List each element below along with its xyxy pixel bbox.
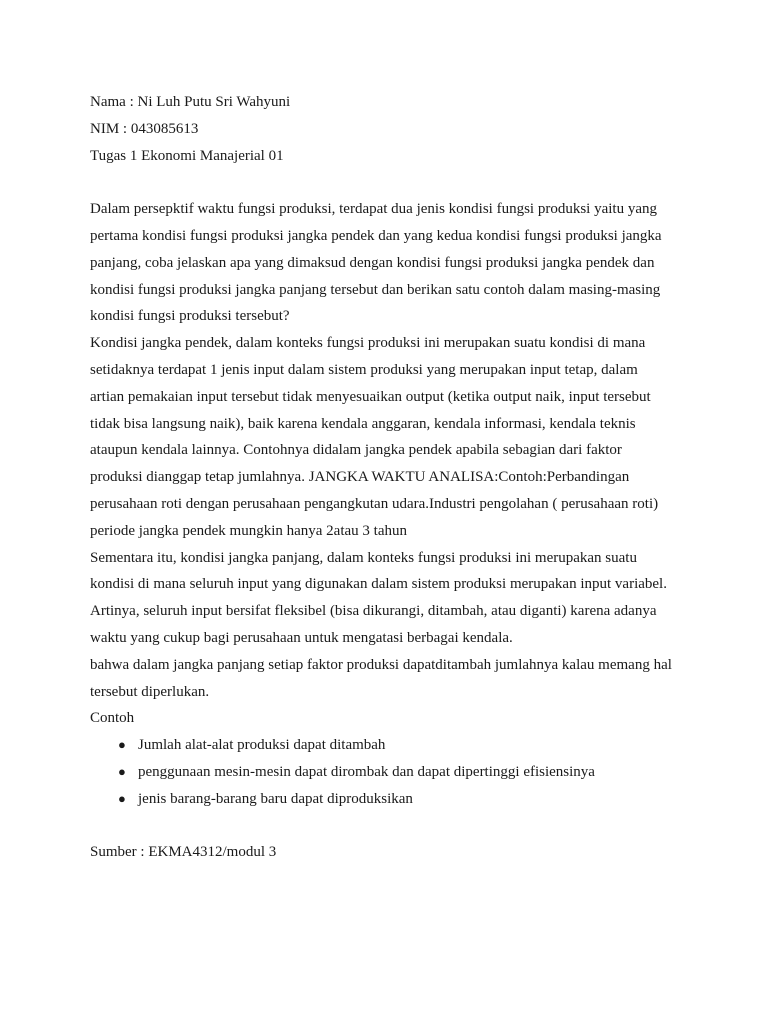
question-line: panjang, coba jelaskan apa yang dimaksud dengan kondisi fungsi produksi jangka pendek dan (90, 254, 655, 271)
bullet-icon: ● (118, 763, 126, 779)
example-list (90, 732, 690, 812)
question-line: Dalam persepktif waktu fungsi produksi, terdapat dua jenis kondisi fungsi produksi yaitu yang (90, 201, 657, 218)
short-run-paragraph (90, 330, 690, 544)
long-run-line: Artinya, seluruh input bersifat fleksibel (bisa dikurangi, ditambah, atau diganti) karena adanya (90, 603, 657, 620)
short-run-line: tidak bisa langsung naik), baik karena kendala anggaran, kendala informasi, kendala teknis (90, 415, 636, 432)
student-name: Nama : Ni Luh Putu Sri Wahyuni (90, 94, 291, 110)
list-item (118, 732, 690, 759)
source-reference: Sumber : EKMA4312/modul 3 (90, 844, 277, 861)
long-run-line: tersebut diperlukan. (90, 683, 210, 700)
short-run-line: ataupun kendala lainnya. Contohnya didalam jangka pendek apabila sebagian dari faktor (90, 442, 622, 459)
short-run-line: perusahaan roti dengan perusahaan pengangkutan udara.Industri pengolahan ( perusahaan roti) (90, 495, 659, 512)
short-run-line: setidaknya terdapat 1 jenis input dalam sistem produksi yang merupakan input tetap, dalam (90, 361, 638, 378)
list-item-text: penggunaan mesin-mesin dapat dirombak dan dapat dipertinggi efisiensinya (138, 763, 595, 780)
long-run-line: Sementara itu, kondisi jangka panjang, dalam konteks fungsi produksi ini merupakan suatu (90, 549, 637, 566)
long-run-line: bahwa dalam jangka panjang setiap faktor produksi dapatditambah jumlahnya kalau memang hal (90, 656, 672, 673)
short-run-line: produksi dianggap tetap jumlahnya. JANGKA WAKTU ANALISA:Contoh:Perbandingan (90, 469, 630, 486)
bullet-icon: ● (118, 737, 126, 753)
list-item-text: Jumlah alat-alat produksi dapat ditambah (138, 737, 386, 754)
student-nim: NIM : 043085613 (90, 120, 199, 137)
question-line: pertama kondisi fungsi produksi jangka pendek dan yang kedua kondisi fungsi produksi jangka (90, 227, 662, 244)
long-run-line: waktu yang cukup bagi perusahaan untuk mengatasi berbagai kendala. (90, 629, 513, 646)
blank-line (90, 813, 690, 840)
document-body (90, 89, 690, 866)
question-line: kondisi fungsi produksi jangka panjang tersebut dan berikan satu contoh dalam masing-masing (90, 281, 661, 298)
assignment-title: Tugas 1 Ekonomi Manajerial 01 (90, 147, 284, 164)
list-item-text: jenis barang-barang baru dapat diproduksikan (138, 790, 413, 807)
question-paragraph (90, 196, 690, 330)
long-run-line: kondisi di mana seluruh input yang digunakan dalam sistem produksi merupakan input variabel. (90, 576, 667, 593)
long-run-paragraph (90, 545, 690, 706)
bullet-icon: ● (118, 790, 126, 806)
short-run-line: Kondisi jangka pendek, dalam konteks fungsi produksi ini merupakan suatu kondisi di mana (90, 335, 646, 352)
short-run-line: artian pemakaian input tersebut tidak menyesuaikan output (ketika output naik, input tersebut (90, 388, 651, 405)
short-run-line: periode jangka pendek mungkin hanya 2atau 3 tahun (90, 522, 407, 539)
list-item (118, 759, 690, 786)
example-label: Contoh (90, 710, 135, 727)
question-line: kondisi fungsi produksi tersebut? (90, 308, 290, 325)
list-item (118, 786, 690, 813)
blank-line (90, 169, 690, 196)
